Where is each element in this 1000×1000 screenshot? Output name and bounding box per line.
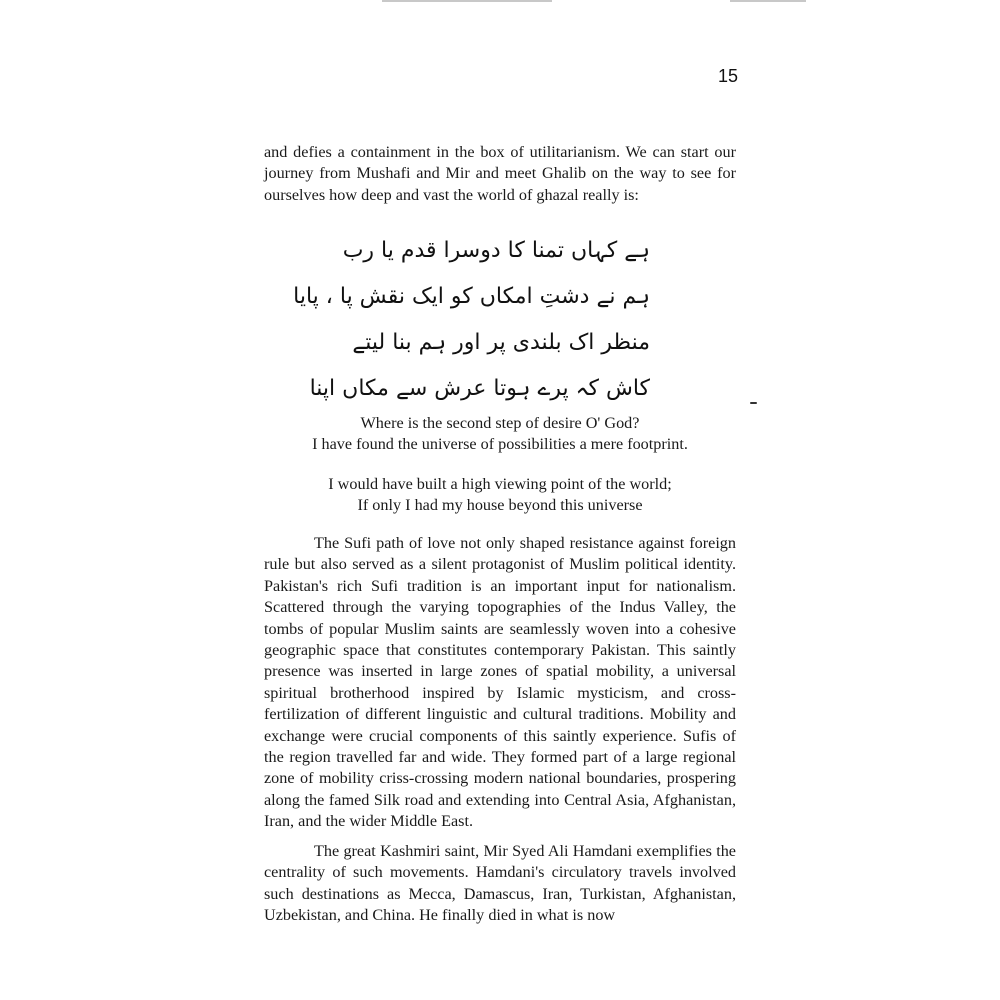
body-paragraph-sufi-path: The Sufi path of love not only shaped resistance against foreign rule but also served as a silent protagonist of Muslim political identity. Pakistan's rich Sufi tradition is an important input for nationalism. Scattered through the varying topographies of the Indus Valley, the tombs of popular Muslim saints are seamlessly woven into a cohesive geographic space that constitutes contemporary Pakistan. This saintly presence was inserted in large zones of spatial mobility, a universal spiritual brotherhood inspired by Islamic mysticism, and cross-fertilization of different linguistic and cultural traditions. Mobility and exchange were crucial components of this saintly experience. Sufis of the region travelled far and wide. They formed part of a large regional zone of mobility criss-crossing modern national boundaries, prospering along the famed Silk road and extending into Central Asia, Afghanistan, Iran, and the wider Middle East. [264, 534, 736, 831]
intro-paragraph: and defies a containment in the box of utilitarianism. We can start our journey from Mushafi and Mir and meet Ghalib on the way to see for ourselves how deep and vast the world of ghazal really is: [264, 143, 736, 204]
page-number: 15 [717, 66, 738, 86]
urdu-verse-line: ہے کہاں تمنا کا دوسرا قدم یا رب [342, 238, 650, 263]
top-edge-mark-left [382, 0, 552, 2]
translation-line: I have found the universe of possibilities a mere footprint. [312, 435, 688, 454]
top-edge-mark-right [730, 0, 806, 2]
translation-line: I would have built a high viewing point of the world; [328, 475, 672, 493]
urdu-verse-line: منظر اک بلندی پر اور ہم بنا لیتے [352, 330, 650, 355]
translation-line: Where is the second step of desire O' God? [360, 414, 640, 432]
urdu-verse-line: ہم نے دشتِ امکاں کو ایک نقش پا ، پایا [293, 284, 650, 309]
translation-couplet-1 [264, 413, 736, 456]
urdu-verse-line: کاش کہ پرے ہوتا عرش سے مکاں اپنا [309, 376, 650, 401]
urdu-verse [293, 228, 650, 412]
translation-couplet-2 [264, 474, 736, 517]
scan-speck [750, 402, 757, 404]
translation-line: If only I had my house beyond this universe [357, 496, 643, 515]
body-paragraph-hamdani: The great Kashmiri saint, Mir Syed Ali Hamdani exemplifies the centrality of such movements. Hamdani's circulatory travels involved such destinations as Mecca, Damascus, Iran, Turkistan, Afghanistan, Uzbekistan, and China. He finally died in what is now [264, 842, 736, 925]
